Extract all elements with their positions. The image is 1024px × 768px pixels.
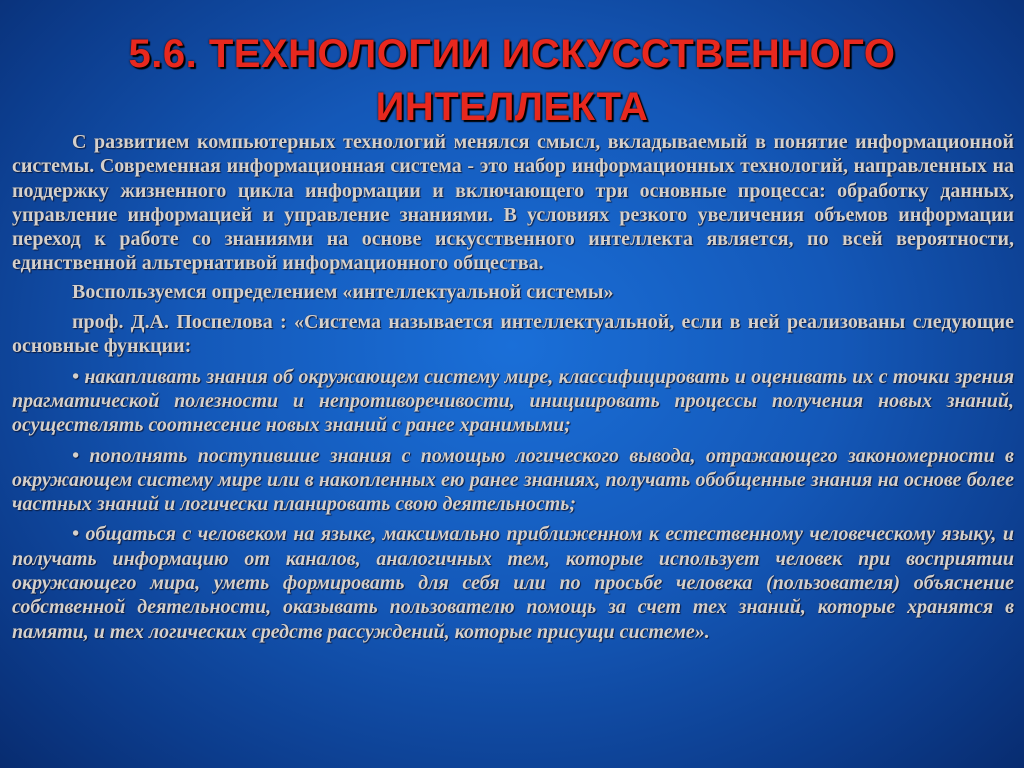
bullet-item-accumulate-knowledge: • накапливать знания об окружающем систему мире, классифицировать и оценивать их с точки зрения прагматической полезности и непротиворечивости, инициировать процессы получения новых знаний, осуществлять соотнесение новых знаний с ранее хранимыми; [12, 365, 1014, 437]
definition-lead-paragraph: Воспользуемся определением «интеллектуальной системы» [72, 280, 614, 303]
intro-paragraph: С развитием компьютерных технологий менялся смысл, вкладываемый в понятие информационной системы. Современная информационная система - это набор информационных технологий, направленных на поддержку жизненного цикла информации и включающего три основные процесса: обработку данных, управление информацией и управление знаниями. В условиях резкого увеличения объемов информации переход к работе со знаниями на основе искусственного интеллекта является, по всей вероятности, единственной альтернативой информационного общества. [12, 131, 1014, 275]
slide-body [12, 130, 1014, 644]
definition-paragraph: проф. Д.А. Поспелова : «Система называется интеллектуальной, если в ней реализованы следующие основные функции: [12, 311, 1014, 358]
bullet-item-communicate-with-human: • общаться с человеком на языке, максимально приближенном к естественному человеческому языку, и получать информацию от каналов, аналогичных тем, которые использует человек при восприятии окружающего мира, уметь формировать для себя или по просьбе человека (пользователя) объяснение собственной деятельности, оказывать пользователю помощь за счет тех знаний, которые хранятся в памяти, и тех логических средств рассуждений, которые присущи системе». [12, 523, 1014, 643]
slide-title-line-1: 5.6. ТЕХНОЛОГИИ ИСКУССТВЕННОГО [128, 32, 896, 76]
slide-title-line-2: ИНТЕЛЛЕКТА [375, 85, 649, 129]
bullet-item-logical-inference: • пополнять поступившие знания с помощью логического вывода, отражающего закономерности в окружающем систему мире или в накопленных ею ранее знаниях, получать обобщенные знания на основе более частных знаний и логически планировать свою деятельность; [12, 444, 1014, 516]
